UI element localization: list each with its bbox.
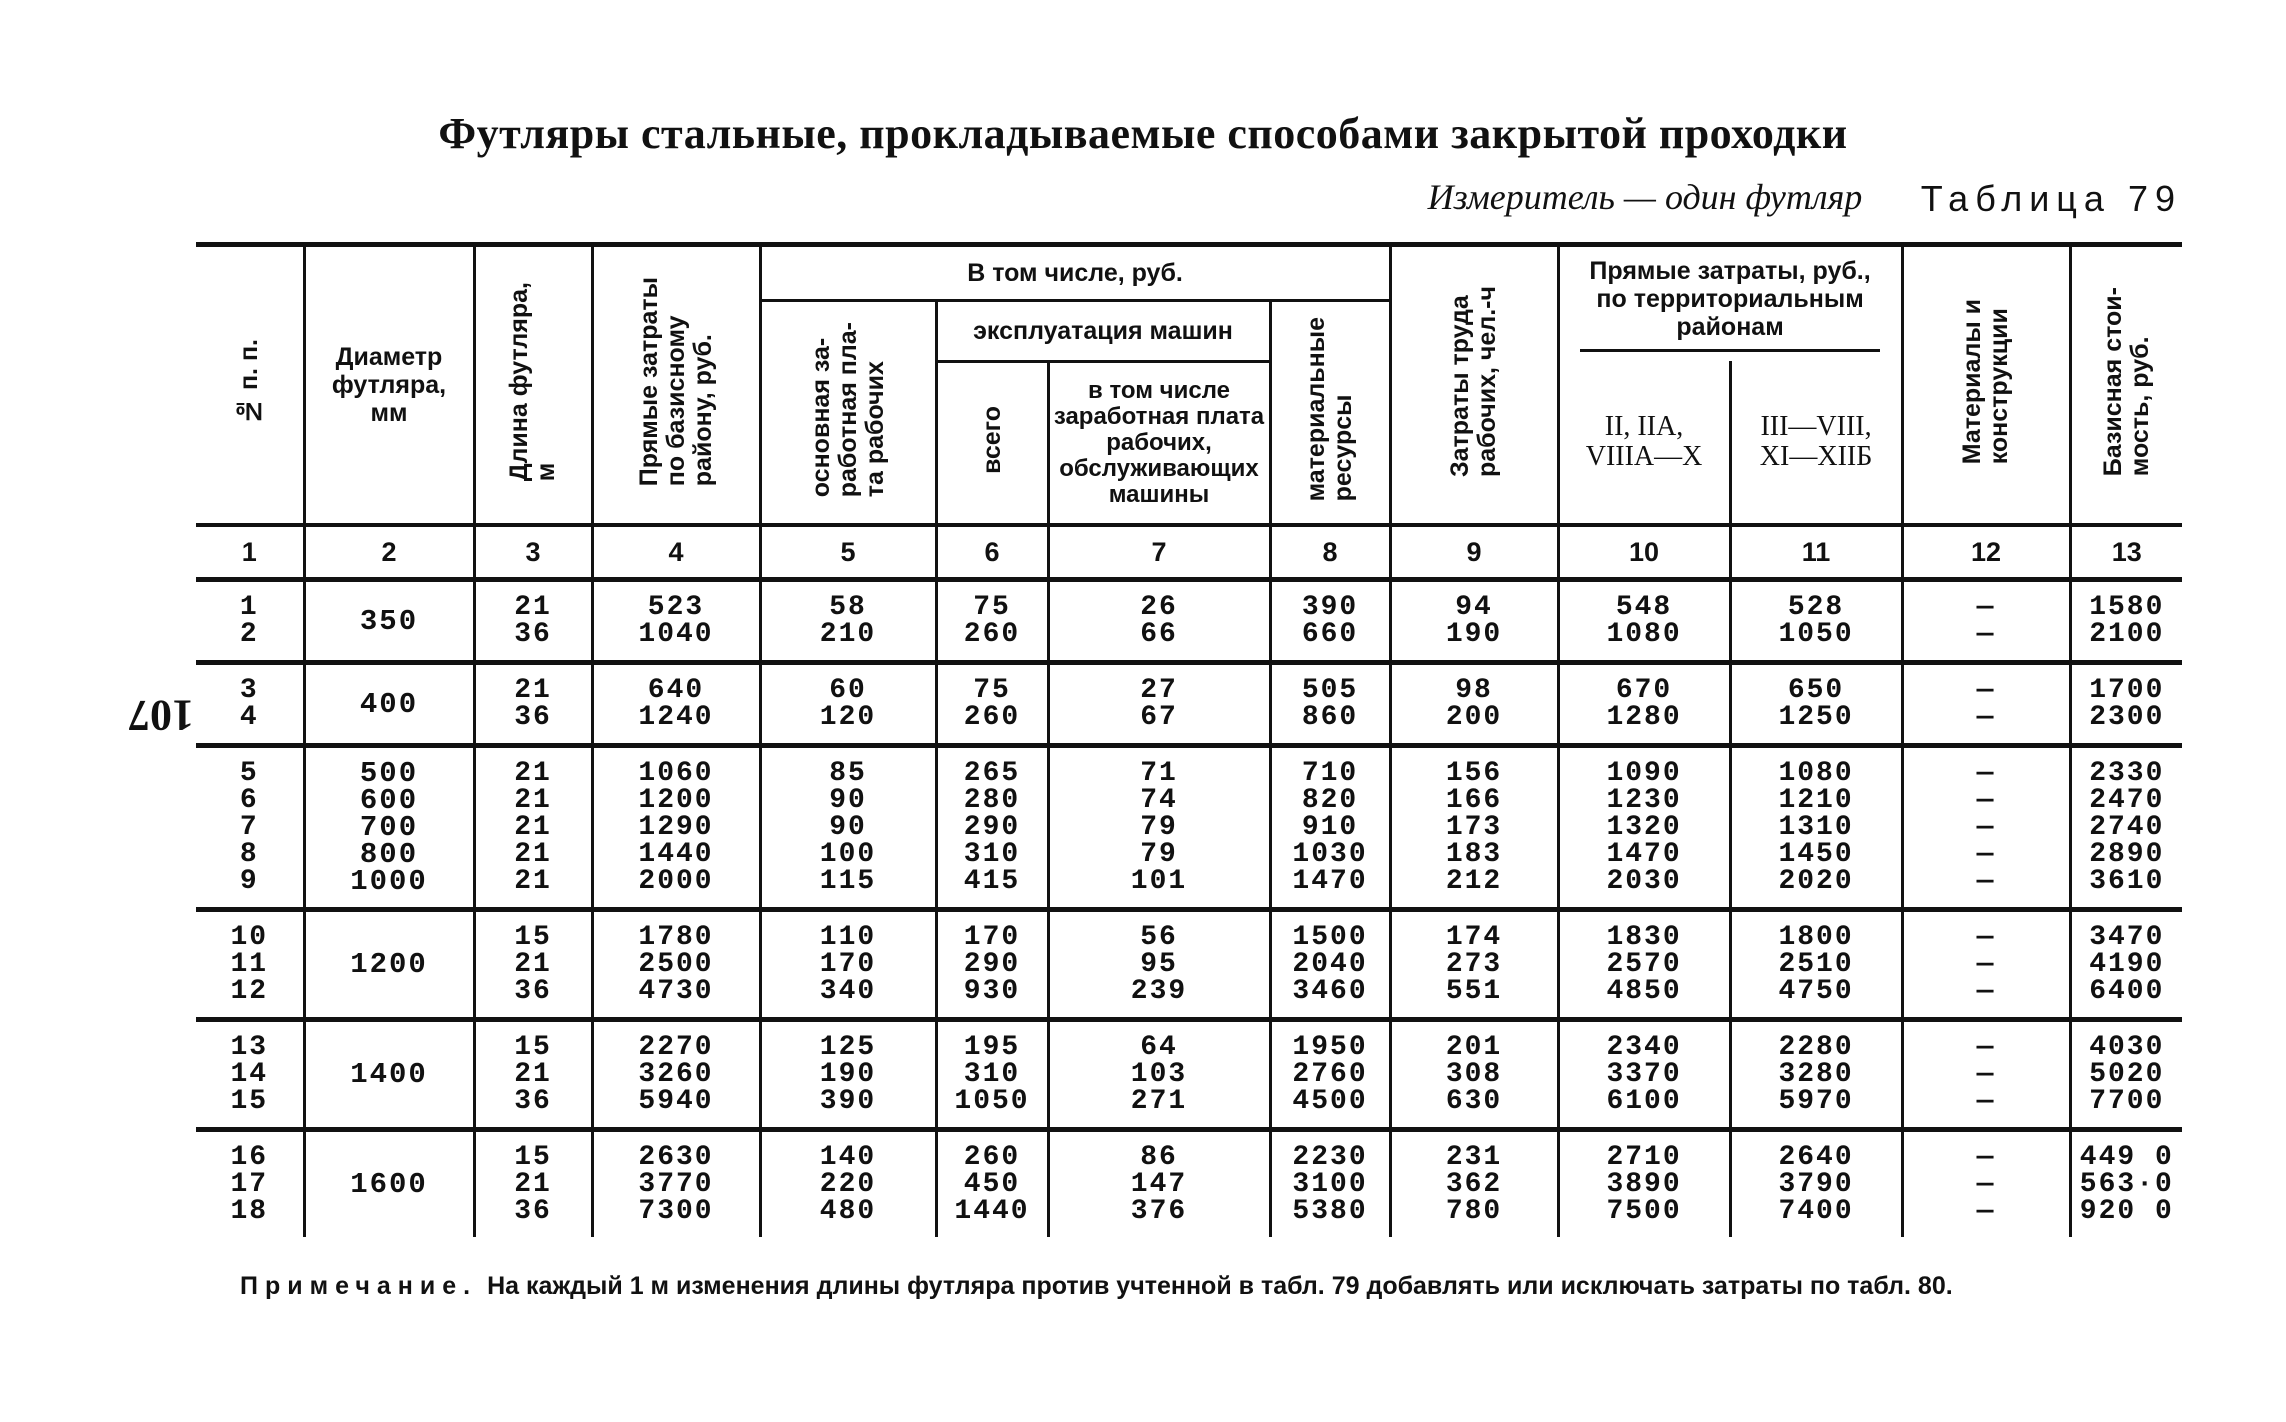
cell-region-2: 1080 1210 1310 1450 2020: [1730, 746, 1902, 910]
cell-base-wages: 85 90 90 100 115: [760, 746, 936, 910]
column-number-row: [196, 525, 2182, 580]
cell-length: 15 21 36: [474, 1020, 592, 1130]
header-region-group-1: II, IIA, VIIIA—X: [1558, 361, 1730, 525]
table-row: [196, 1130, 2182, 1238]
cell-length: 21 36: [474, 580, 592, 663]
table-row: [196, 746, 2182, 910]
column-number: 12: [1902, 525, 2070, 580]
cell-diameter: 400: [304, 663, 474, 746]
table-group: [196, 1020, 2182, 1130]
column-number: 10: [1558, 525, 1730, 580]
column-number: 6: [936, 525, 1048, 580]
column-number: 5: [760, 525, 936, 580]
header-region-group-2: III—VIII, XI—XIIБ: [1730, 361, 1902, 525]
cell-length: 21 36: [474, 663, 592, 746]
cell-direct-costs: 640 1240: [592, 663, 760, 746]
table-group: [196, 663, 2182, 746]
cell-labor: 201 308 630: [1390, 1020, 1558, 1130]
measure-line: [0, 176, 1900, 218]
header-labor: Затраты труда рабочих, чел.-ч: [1390, 245, 1558, 526]
column-number: 1: [196, 525, 304, 580]
cost-table: [196, 242, 2182, 1237]
header-diameter: Диаметр футляра, мм: [304, 245, 474, 526]
cell-base-cost: 1700 2300: [2070, 663, 2182, 746]
cell-labor: 94 190: [1390, 580, 1558, 663]
cell-base-cost: 1580 2100: [2070, 580, 2182, 663]
cell-machines-total: 170 290 930: [936, 910, 1048, 1020]
cell-machines-total: 260 450 1440: [936, 1130, 1048, 1238]
cell-machines-total: 265 280 290 310 415: [936, 746, 1048, 910]
cell-region-1: 1090 1230 1320 1470 2030: [1558, 746, 1730, 910]
cell-diameter: 1600: [304, 1130, 474, 1238]
table-row: [196, 910, 2182, 1020]
table-group: [196, 580, 2182, 663]
cell-number: 13 14 15: [230, 1032, 269, 1117]
cell-length: 15 21 36: [474, 910, 592, 1020]
cell-labor: 98 200: [1390, 663, 1558, 746]
cell-direct-costs: 523 1040: [592, 580, 760, 663]
cell-base-cost: 3470 4190 6400: [2070, 910, 2182, 1020]
page-number: 107: [128, 691, 194, 740]
table-row: [196, 580, 2182, 663]
cell-number: 1 2: [239, 592, 259, 650]
cell-materials: — — —: [1902, 910, 2070, 1020]
cell-diameter: 500 600 700 800 1000: [304, 746, 474, 910]
header-including: В том числе, руб.: [760, 245, 1390, 301]
table-label: Таблица 79: [1920, 178, 2182, 219]
cell-base-wages: 60 120: [760, 663, 936, 746]
cell-region-1: 1830 2570 4850: [1558, 910, 1730, 1020]
cell-material-resources: 710 820 910 1030 1470: [1270, 746, 1390, 910]
header-length: Длина футляра, м: [474, 245, 592, 526]
cell-base-cost: 449 0 563·0 920 0: [2070, 1130, 2182, 1238]
cell-region-1: 2710 3890 7500: [1558, 1130, 1730, 1238]
cell-number: 3 4: [239, 675, 259, 733]
cell-material-resources: 1500 2040 3460: [1270, 910, 1390, 1020]
cell-machine-wages: 56 95 239: [1048, 910, 1270, 1020]
footnote-label: Примечание.: [240, 1272, 478, 1300]
header-machines-total: всего: [936, 361, 1048, 525]
cell-materials: — — —: [1902, 1130, 2070, 1238]
footnote-text: На каждый 1 м изменения длины футляра против учтенной в табл. 79 добавлять или исключать затраты по табл. 80.: [487, 1272, 1953, 1300]
header-machine-wages: в том числе заработная плата рабочих, обслуживающих машины: [1048, 361, 1270, 525]
cell-material-resources: 390 660: [1270, 580, 1390, 663]
cell-region-2: 2280 3280 5970: [1730, 1020, 1902, 1130]
cell-materials: — —: [1902, 580, 2070, 663]
cell-machines-total: 195 310 1050: [936, 1020, 1048, 1130]
cell-machines-total: 75 260: [936, 580, 1048, 663]
table-group: [196, 1130, 2182, 1238]
cell-material-resources: 505 860: [1270, 663, 1390, 746]
cell-number: 5 6 7 8 9: [239, 758, 259, 897]
header-material-resources: материальные ресурсы: [1270, 301, 1390, 526]
cell-materials: — —: [1902, 663, 2070, 746]
cell-base-cost: 2330 2470 2740 2890 3610: [2070, 746, 2182, 910]
cell-machines-total: 75 260: [936, 663, 1048, 746]
column-number: 13: [2070, 525, 2182, 580]
cell-labor: 231 362 780: [1390, 1130, 1558, 1238]
column-number: 4: [592, 525, 760, 580]
header-row-number: № п. п.: [196, 245, 304, 526]
column-number: 7: [1048, 525, 1270, 580]
header-regional: Прямые затраты, руб., по территориальным районам: [1558, 245, 1902, 362]
cell-number: 16 17 18: [230, 1142, 269, 1227]
cell-materials: — — —: [1902, 1020, 2070, 1130]
table-group: [196, 746, 2182, 910]
cell-length: 15 21 36: [474, 1130, 592, 1238]
header-base-cost: Базисная стои- мость, руб.: [2070, 245, 2182, 526]
cell-region-2: 1800 2510 4750: [1730, 910, 1902, 1020]
cell-direct-costs: 2270 3260 5940: [592, 1020, 760, 1130]
header-materials-constructions: Материалы и конструкции: [1902, 245, 2070, 526]
measure-text: Измеритель — один футляр: [1427, 177, 1863, 217]
column-number: 9: [1390, 525, 1558, 580]
column-number: 2: [304, 525, 474, 580]
column-number: 3: [474, 525, 592, 580]
cell-labor: 174 273 551: [1390, 910, 1558, 1020]
table-row: [196, 663, 2182, 746]
cell-material-resources: 2230 3100 5380: [1270, 1130, 1390, 1238]
column-number: 8: [1270, 525, 1390, 580]
cell-diameter: 1400: [304, 1020, 474, 1130]
cell-labor: 156 166 173 183 212: [1390, 746, 1558, 910]
page-title: Футляры стальные, прокладываемые способами закрытой проходки: [438, 109, 1848, 158]
cell-region-1: 548 1080: [1558, 580, 1730, 663]
cell-base-wages: 58 210: [760, 580, 936, 663]
cell-region-2: 2640 3790 7400: [1730, 1130, 1902, 1238]
table-group: [196, 910, 2182, 1020]
cell-diameter: 1200: [304, 910, 474, 1020]
cell-base-wages: 110 170 340: [760, 910, 936, 1020]
cell-direct-costs: 2630 3770 7300: [592, 1130, 760, 1238]
header-base-wages: основная за- работная пла- та рабочих: [760, 301, 936, 526]
cell-base-wages: 125 190 390: [760, 1020, 936, 1130]
cell-direct-costs: 1060 1200 1290 1440 2000: [592, 746, 760, 910]
header-direct-costs: Прямые затраты по базисному району, руб.: [592, 245, 760, 526]
cell-machine-wages: 71 74 79 79 101: [1048, 746, 1270, 910]
cell-region-1: 2340 3370 6100: [1558, 1020, 1730, 1130]
cell-region-2: 650 1250: [1730, 663, 1902, 746]
cell-machine-wages: 64 103 271: [1048, 1020, 1270, 1130]
cell-base-cost: 4030 5020 7700: [2070, 1020, 2182, 1130]
cell-machine-wages: 27 67: [1048, 663, 1270, 746]
cell-region-2: 528 1050: [1730, 580, 1902, 663]
column-number: 11: [1730, 525, 1902, 580]
cell-machine-wages: 26 66: [1048, 580, 1270, 663]
footnote: [240, 1272, 1953, 1301]
table-row: [196, 1020, 2182, 1130]
cell-base-wages: 140 220 480: [760, 1130, 936, 1238]
cell-length: 21 21 21 21 21: [474, 746, 592, 910]
cell-diameter: 350: [304, 580, 474, 663]
cell-material-resources: 1950 2760 4500: [1270, 1020, 1390, 1130]
cell-region-1: 670 1280: [1558, 663, 1730, 746]
cell-direct-costs: 1780 2500 4730: [592, 910, 760, 1020]
cell-materials: — — — — —: [1902, 746, 2070, 910]
cell-number: 10 11 12: [230, 922, 269, 1007]
cell-machine-wages: 86 147 376: [1048, 1130, 1270, 1238]
header-machines: эксплуатация машин: [936, 301, 1270, 362]
